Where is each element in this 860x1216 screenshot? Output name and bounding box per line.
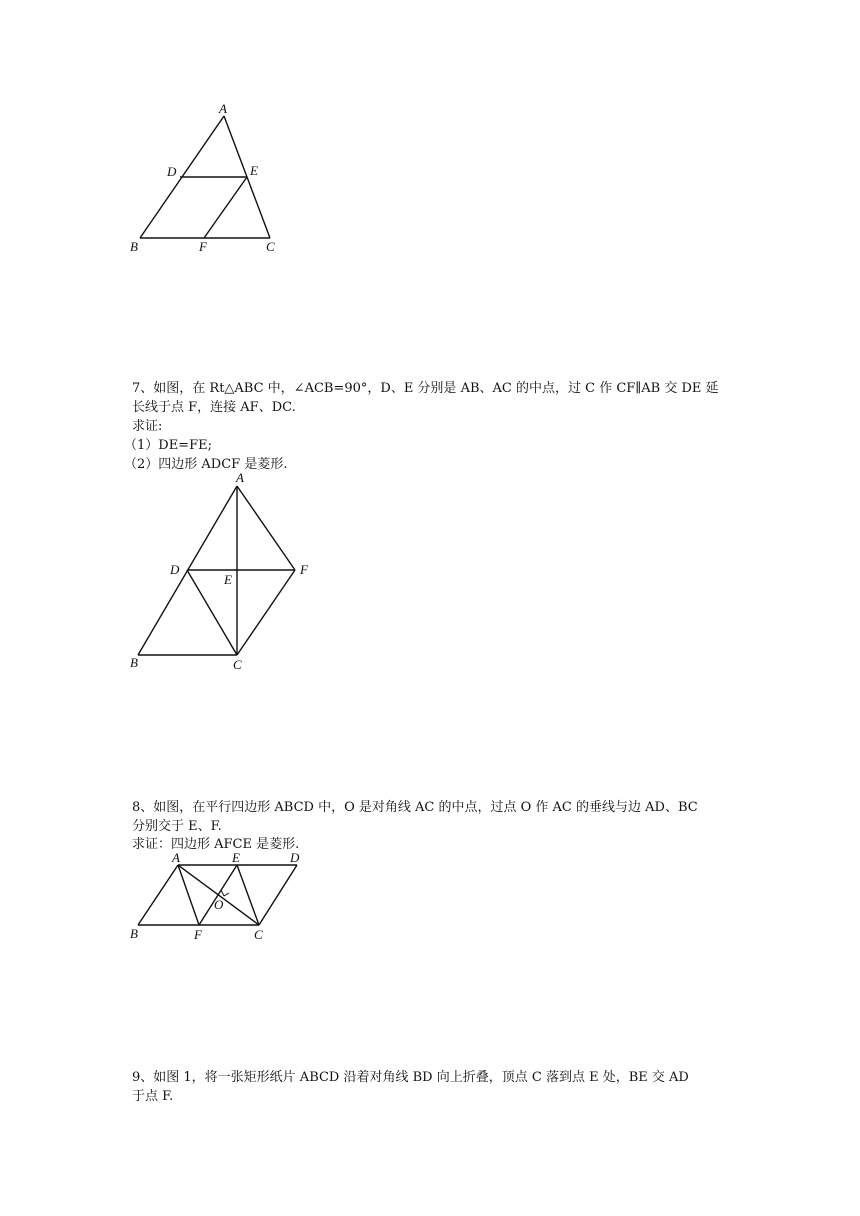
problem7-part1: （1）DE=FE; xyxy=(124,438,212,453)
label-e: E xyxy=(232,850,240,865)
label-b: B xyxy=(130,926,138,941)
segment-cf xyxy=(237,570,295,655)
right-angle-mark-2 xyxy=(224,893,229,896)
segment-af xyxy=(237,486,295,570)
problem7-line1: 7、如图，在 Rt△ABC 中，∠ACB=90°，D、E 分别是 AB、AC 的中点，过 C 作 CF∥AB 交 DE 延 xyxy=(132,381,719,396)
label-a: A xyxy=(236,470,244,485)
label-e: E xyxy=(250,163,258,178)
label-a: A xyxy=(172,850,180,865)
label-o: O xyxy=(214,897,224,912)
label-c: C xyxy=(233,657,242,672)
segment-ab xyxy=(138,865,178,925)
segment-af xyxy=(178,865,199,925)
segment-ef xyxy=(204,177,247,238)
problem7-part2: （2）四边形 ADCF 是菱形. xyxy=(124,457,288,472)
problem9-line1: 9、如图 1，将一张矩形纸片 ABCD 沿着对角线 BD 向上折叠，顶点 C 落到点 E 处，BE 交 AD xyxy=(132,1070,689,1085)
problem8-line2: 分别交于 E、F. xyxy=(132,819,222,834)
problem7-prove: 求证: xyxy=(132,419,163,434)
right-angle-mark-1 xyxy=(221,890,224,896)
label-b: B xyxy=(130,239,138,254)
label-f: F xyxy=(194,927,202,942)
label-d: D xyxy=(290,850,300,865)
problem8-prove: 求证：四边形 AFCE 是菱形. xyxy=(132,837,300,852)
label-f: F xyxy=(300,562,308,577)
figure7-lines xyxy=(138,486,295,655)
label-d: D xyxy=(170,562,180,577)
label-e: E xyxy=(224,572,232,587)
label-f: F xyxy=(199,239,207,254)
segment-dc xyxy=(259,865,297,925)
problem7-line2: 长线于点 F，连接 AF、DC. xyxy=(132,400,296,415)
label-c: C xyxy=(254,927,263,942)
label-a: A xyxy=(219,101,227,116)
problem8-line1: 8、如图，在平行四边形 ABCD 中，O 是对角线 AC 的中点，过点 O 作 AC 的垂线与边 AD、BC xyxy=(132,800,698,815)
problem9-line2: 于点 F. xyxy=(132,1089,174,1104)
figure8-lines xyxy=(138,865,297,925)
segment-ef xyxy=(199,865,237,925)
label-c: C xyxy=(266,239,275,254)
label-d: D xyxy=(167,164,177,179)
label-b: B xyxy=(130,655,138,670)
